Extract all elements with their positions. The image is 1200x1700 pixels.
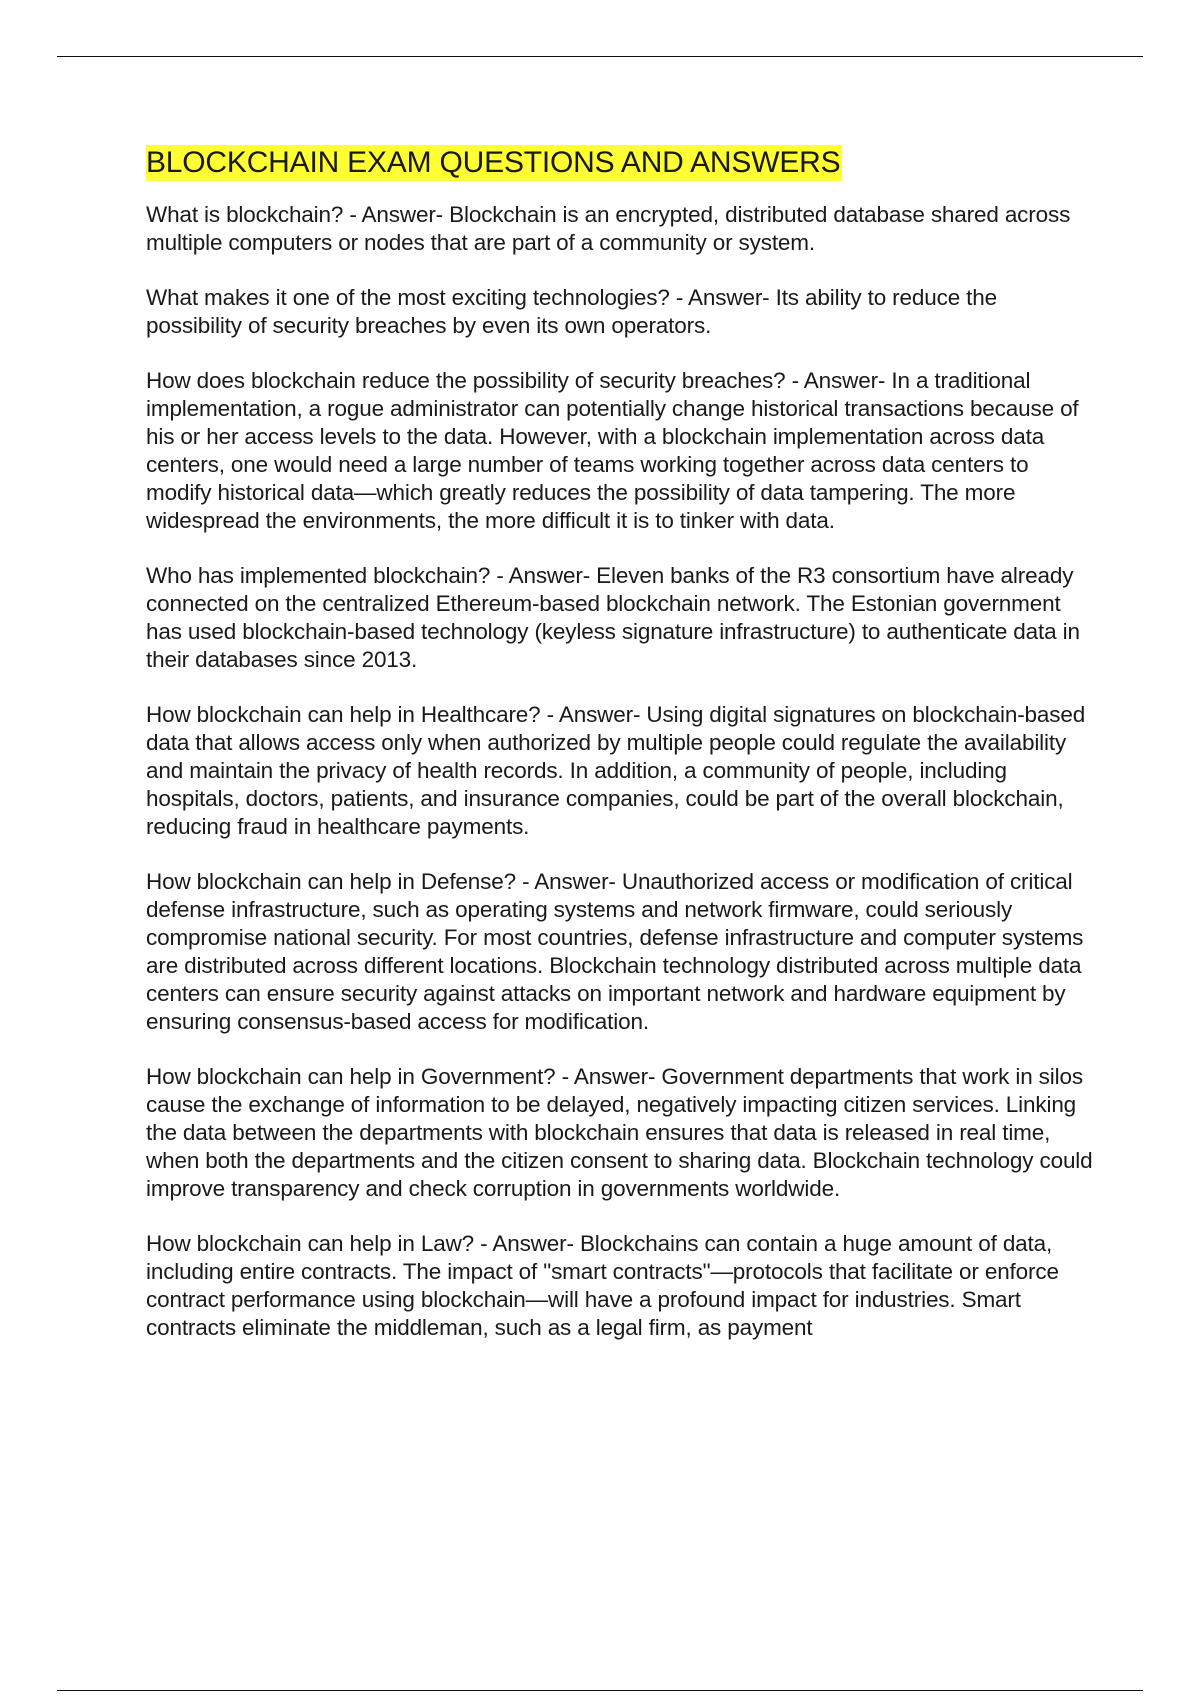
- answer-separator: - Answer-: [474, 1231, 580, 1256]
- answer-text: Blockchains can contain a huge amount of data, including entire contracts. The impact of "smart contracts"—protocols that facilitate or enforce contract performance using blockchain—will have a profound impact for industries. Smart contracts eliminate the middleman, such as a legal firm, as payment: [146, 1231, 1059, 1340]
- answer-text: Its ability to reduce the possibility of security breaches by even its own operators.: [146, 285, 997, 338]
- question-text: How blockchain can help in Government?: [146, 1064, 556, 1089]
- qa-item: [146, 1063, 1096, 1203]
- qa-item: [146, 868, 1096, 1036]
- answer-text: Blockchain is an encrypted, distributed database shared across multiple computers or nodes that are part of a community or system.: [146, 202, 1071, 255]
- question-text: How blockchain can help in Law?: [146, 1231, 475, 1256]
- answer-text: In a traditional implementation, a rogue administrator can potentially change historical transactions because of his or her access levels to the data. However, with a blockchain implementation across data centers, one would need a large number of teams working together across data centers to modify historical data—which greatly reduces the possibility of data tampering. The more widespread the environments, the more difficult it is to tinker with data.: [146, 368, 1079, 533]
- answer-text: Using digital signatures on blockchain-based data that allows access only when authorized by multiple people could regulate the availability and maintain the privacy of health records. In addition, a community of people, including hospitals, doctors, patients, and insurance companies, could be part of the overall blockchain, reducing fraud in healthcare payments.: [146, 702, 1086, 839]
- question-text: How blockchain can help in Defense?: [146, 869, 516, 894]
- qa-item: [146, 284, 1096, 340]
- question-text: How blockchain can help in Healthcare?: [146, 702, 541, 727]
- answer-text: Eleven banks of the R3 consortium have already connected on the centralized Ethereum-based blockchain network. The Estonian government has used blockchain-based technology (keyless signature infrastructure) to authenticate data in their databases since 2013.: [146, 563, 1080, 672]
- answer-separator: - Answer-: [785, 368, 892, 393]
- qa-item: [146, 367, 1096, 535]
- answer-separator: - Answer-: [490, 563, 597, 588]
- answer-text: Unauthorized access or modification of critical defense infrastructure, such as operating systems and network firmware, could seriously compromise national security. For most countries, defense infrastructure and computer systems are distributed across different locations. Blockchain technology distributed across multiple data centers can ensure security against attacks on important network and hardware equipment by ensuring consensus-based access for modification.: [146, 869, 1084, 1034]
- document-title: BLOCKCHAIN EXAM QUESTIONS AND ANSWERS: [146, 146, 841, 179]
- top-rule: [57, 56, 1143, 57]
- answer-separator: - Answer-: [515, 869, 622, 894]
- qa-item: [146, 201, 1096, 257]
- document-body: [146, 145, 1096, 1369]
- question-text: What is blockchain?: [146, 202, 344, 227]
- qa-item: [146, 562, 1096, 674]
- question-text: Who has implemented blockchain?: [146, 563, 491, 588]
- qa-item: [146, 1230, 1096, 1342]
- answer-text: Government departments that work in silos cause the exchange of information to be delayed, negatively impacting citizen services. Linking the data between the departments with blockchain ensures that data is released in real time, when both the departments and the citizen consent to sharing data. Blockchain technology could improve transparency and check corruption in governments worldwide.: [146, 1064, 1093, 1201]
- answer-separator: - Answer-: [555, 1064, 662, 1089]
- answer-separator: - Answer-: [669, 285, 776, 310]
- qa-item: [146, 701, 1096, 841]
- question-text: What makes it one of the most exciting technologies?: [146, 285, 670, 310]
- question-text: How does blockchain reduce the possibility of security breaches?: [146, 368, 786, 393]
- answer-separator: - Answer-: [540, 702, 647, 727]
- bottom-rule: [57, 1690, 1143, 1691]
- answer-separator: - Answer-: [343, 202, 450, 227]
